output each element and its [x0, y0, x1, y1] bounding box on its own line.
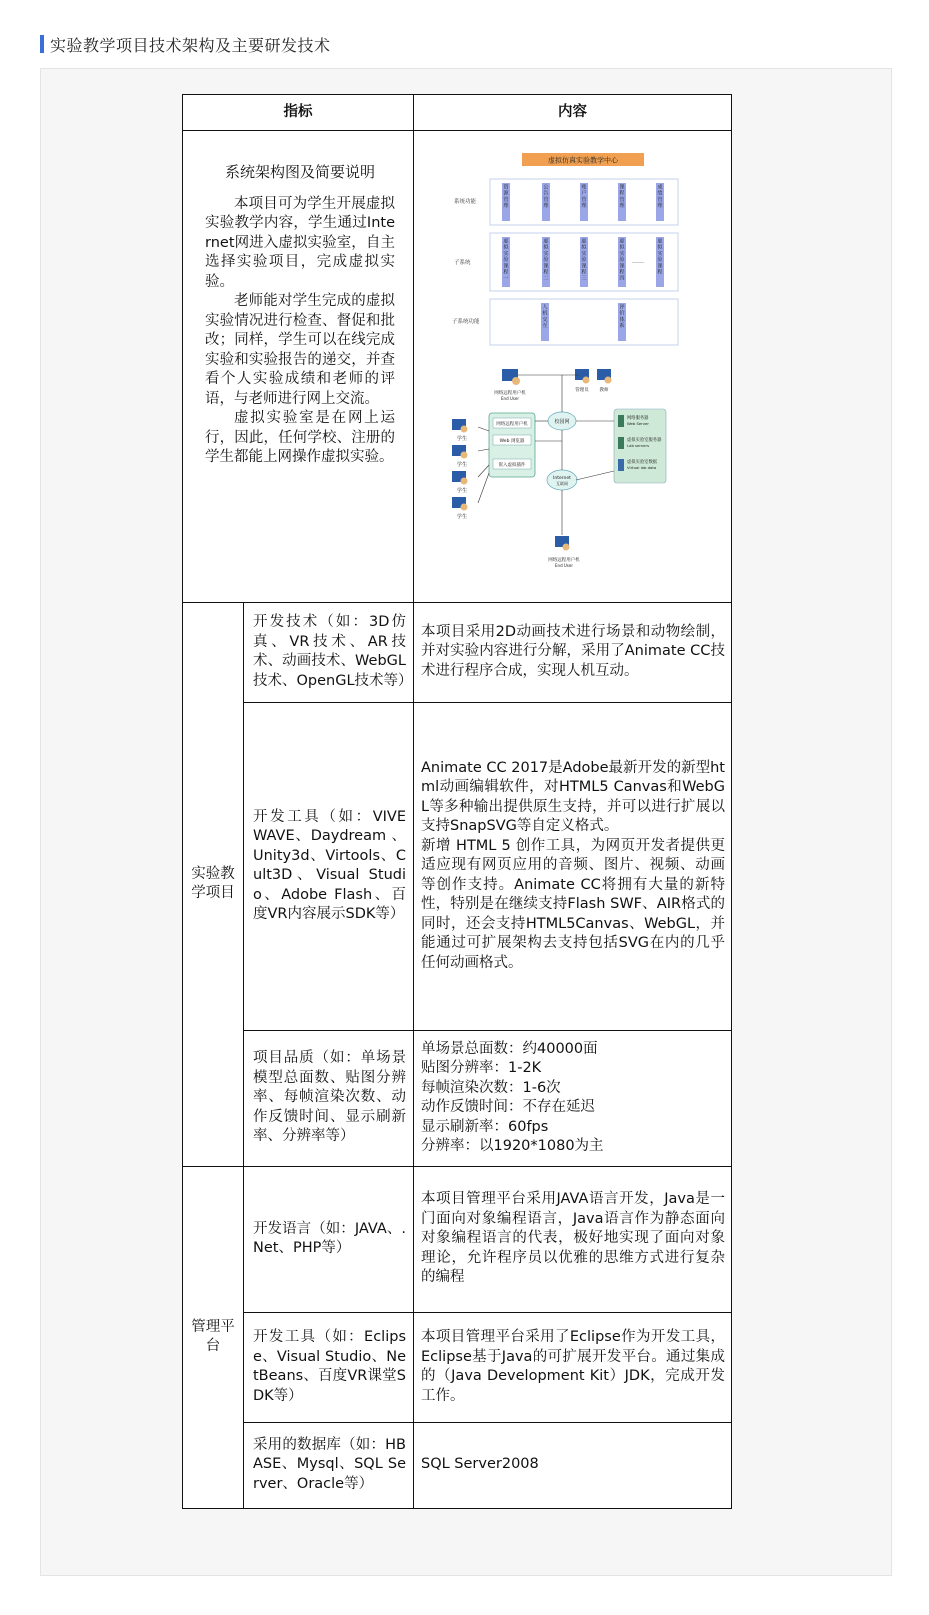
section-title — [40, 33, 331, 55]
row3-frame — [490, 299, 678, 345]
browser-label: Web 浏览器 — [499, 439, 525, 444]
content-cell — [414, 1030, 732, 1166]
content-paragraph: 本项目采用2D动画技术进行场景和动物绘制，并对实验内容进行分解，采用了Animate CC技术进行程序合成，实现人机互动。 — [421, 623, 725, 679]
content-cell — [414, 1312, 732, 1422]
table-row — [183, 1312, 732, 1422]
admin-person-icon — [583, 377, 590, 384]
internet-cn-label: 互联网 — [556, 481, 568, 486]
student-label: 学生 — [456, 436, 468, 442]
web-server-icon — [618, 415, 624, 427]
bottom-user-person-icon — [563, 544, 570, 551]
plugin-label: 嵌入虚拟插件 — [498, 463, 526, 468]
table-row — [183, 1422, 732, 1508]
row-label-functions: 系统功能 — [454, 199, 477, 205]
row-label-subfunctions: 子系统功能 — [452, 319, 480, 325]
indicator-cell: 开发语言（如：JAVA、.Net、PHP等） — [244, 1166, 414, 1312]
top-user-label: 网络远程用户机 — [494, 391, 526, 396]
architecture-diagram — [414, 131, 730, 595]
teacher-label: 教师 — [599, 388, 609, 393]
content-line: 每帧渲染次数：1-6次 — [421, 1079, 561, 1096]
tech-table — [182, 94, 732, 1509]
architecture-title: 系统架构图及简要说明 — [224, 163, 375, 181]
architecture-paragraph: 老师能对学生完成的虚拟实验情况进行检查、督促和批改；同样，学生可以在线完成实验和实验报告的递交，并查看个人实验成绩和老师的评语，与老师进行网上交流。 — [205, 293, 395, 407]
diagram-title: 虚拟仿真实验教学中心 — [548, 156, 618, 165]
lab-server-en: Lab servers — [627, 443, 650, 448]
architecture-paragraph: 虚拟实验室是在网上运行，因此，任何学校、注册的学生都能上网操作虚拟实验。 — [205, 410, 395, 465]
indicator-cell: 项目品质（如：单场景模型总面数、贴图分辨率、每帧渲染次数、动作反馈时间、显示刷新率、分辨率等） — [244, 1030, 414, 1166]
row-label-subsystems: 子系统 — [454, 260, 471, 266]
row1-item: 公告管理 — [543, 184, 549, 210]
content-paragraph: 本项目管理平台采用JAVA语言开发，Java是一门面向对象编程语言，Java语言作为静态面向对象编程语言的代表，极好地实现了面向对象理论，允许程序员以优雅的思维方式进行复杂的编程 — [421, 1191, 725, 1286]
web-server-en: Web Server — [627, 421, 649, 426]
header-content: 内容 — [414, 95, 732, 131]
student-label: 学生 — [456, 514, 468, 520]
student-icons — [452, 419, 468, 520]
accent-bar — [40, 35, 44, 53]
table-row — [183, 1030, 732, 1166]
indicator-cell: 开发工具（如：Eclipse、Visual Studio、NetBeans、百度VR课堂SDK等） — [244, 1312, 414, 1422]
architecture-paragraph: 本项目可为学生开展虚拟实验教学内容，学生通过Internet网进入虚拟实验室，自主选择实验项目，完成虚拟实验。 — [205, 195, 395, 290]
lab-server-icon — [618, 437, 624, 449]
content-cell — [414, 1422, 732, 1508]
lab-data-icon — [618, 459, 624, 471]
indicator-cell: 开发技术（如：3D仿真、VR技术、AR技术、动画技术、WebGL技术、OpenGL技术等） — [244, 602, 414, 702]
row2-item: 虚拟实验课程一 — [503, 238, 509, 282]
table-row — [183, 1166, 732, 1312]
content-cell — [414, 1166, 732, 1312]
top-user-person-icon — [512, 377, 520, 385]
lab-server-label: 虚拟实验室服务器 — [627, 438, 662, 443]
lab-data-en: Virtual lab data — [627, 465, 657, 470]
network-diagram — [452, 369, 666, 568]
student-label: 学生 — [456, 462, 468, 468]
content-cell — [414, 602, 732, 702]
web-server-label: 网络服务器 — [627, 416, 649, 421]
student-person-icon — [461, 452, 468, 459]
top-user-end-user: End User — [501, 396, 519, 401]
browser-box-title: 网络远程用户机 — [496, 422, 528, 427]
student-label: 学生 — [456, 488, 468, 494]
row3-item: 评价体系 — [619, 304, 625, 330]
content-paragraph: 新增 HTML 5 创作工具，为网页开发者提供更适应现有网页应用的音频、图片、视频、动画等创作支持。Animate CC将拥有大量的新特性，特别是在继续支持Flash SWF、AIR格式的同时，还会支持HTML5Canvas、WebGL，并能通过可扩展架构去支持包括SVG在内的几乎任何动画格式。 — [421, 837, 725, 971]
header-indicator: 指标 — [183, 95, 414, 131]
row2-item: 虚拟实验课程 — [657, 238, 663, 276]
student-person-icon — [461, 504, 468, 511]
teacher-person-icon — [605, 377, 612, 384]
content-line: 显示刷新率：60fps — [421, 1118, 549, 1135]
indicator-cell: 采用的数据库（如：HBASE、Mysql、SQL Server、Oracle等） — [244, 1422, 414, 1508]
admin-label: 管理员 — [575, 388, 589, 393]
campus-net-label: 校园网 — [554, 419, 570, 425]
row1-item: 账户管理 — [581, 184, 587, 210]
row3-item: 人机交互 — [542, 304, 548, 330]
content-line: 单场景总面数：约40000面 — [421, 1040, 598, 1057]
content-paragraph: SQL Server2008 — [421, 1456, 539, 1473]
row1-item: 资源管理 — [503, 184, 509, 210]
row2-ellipsis: …… — [632, 258, 644, 265]
content-line: 分辨率：以1920*1080为主 — [421, 1138, 604, 1154]
row2-item: 虚拟实验课程二 — [543, 238, 549, 282]
row2-item: 虚拟实验课程四 — [619, 238, 625, 282]
content-line: 贴图分辨率：1-2K — [421, 1060, 542, 1076]
indicator-cell: 开发工具（如：VIVE WAVE、Daydream 、Unity3d、Virtools、Cult3D、Visual Studio、Adobe Flash、百度VR内容展示SDK等） — [244, 702, 414, 1030]
architecture-description — [183, 131, 414, 603]
content-cell — [414, 702, 732, 1030]
bottom-user-label: 网络远程用户机 — [548, 558, 580, 563]
student-person-icon — [461, 478, 468, 485]
bottom-user-end-user: End User — [555, 563, 573, 568]
content-paragraph: 本项目管理平台采用了Eclipse作为开发工具，Eclipse基于Java的可扩展开发平台。通过集成的（Java Development Kit）JDK，完成开发工作。 — [421, 1329, 725, 1404]
category-cell: 管理平台 — [183, 1166, 244, 1508]
student-person-icon — [461, 426, 468, 433]
table-row — [183, 702, 732, 1030]
category-cell: 实验教学项目 — [183, 602, 244, 1166]
architecture-figure-cell — [414, 131, 732, 603]
row1-item: 成绩管理 — [657, 184, 663, 210]
architecture-row — [183, 131, 732, 603]
content-line: 动作反馈时间：不存在延迟 — [421, 1099, 595, 1115]
internet-label: Internet — [553, 476, 571, 481]
table-row — [183, 602, 732, 702]
content-paragraph: Animate CC 2017是Adobe最新开发的新型html动画编辑软件，对HTML5 Canvas和WebGL等多种输出提供原生支持，并可以进行扩展以支持SnapSVG等自定义格式。 — [421, 759, 725, 835]
lab-data-label: 虚拟实验室数据 — [627, 460, 658, 465]
table-header-row — [183, 95, 732, 131]
row1-item: 课程管理 — [619, 184, 625, 210]
row2-item: 虚拟实验课程三 — [581, 238, 587, 282]
section-title-text: 实验教学项目技术架构及主要研发技术 — [50, 35, 331, 55]
